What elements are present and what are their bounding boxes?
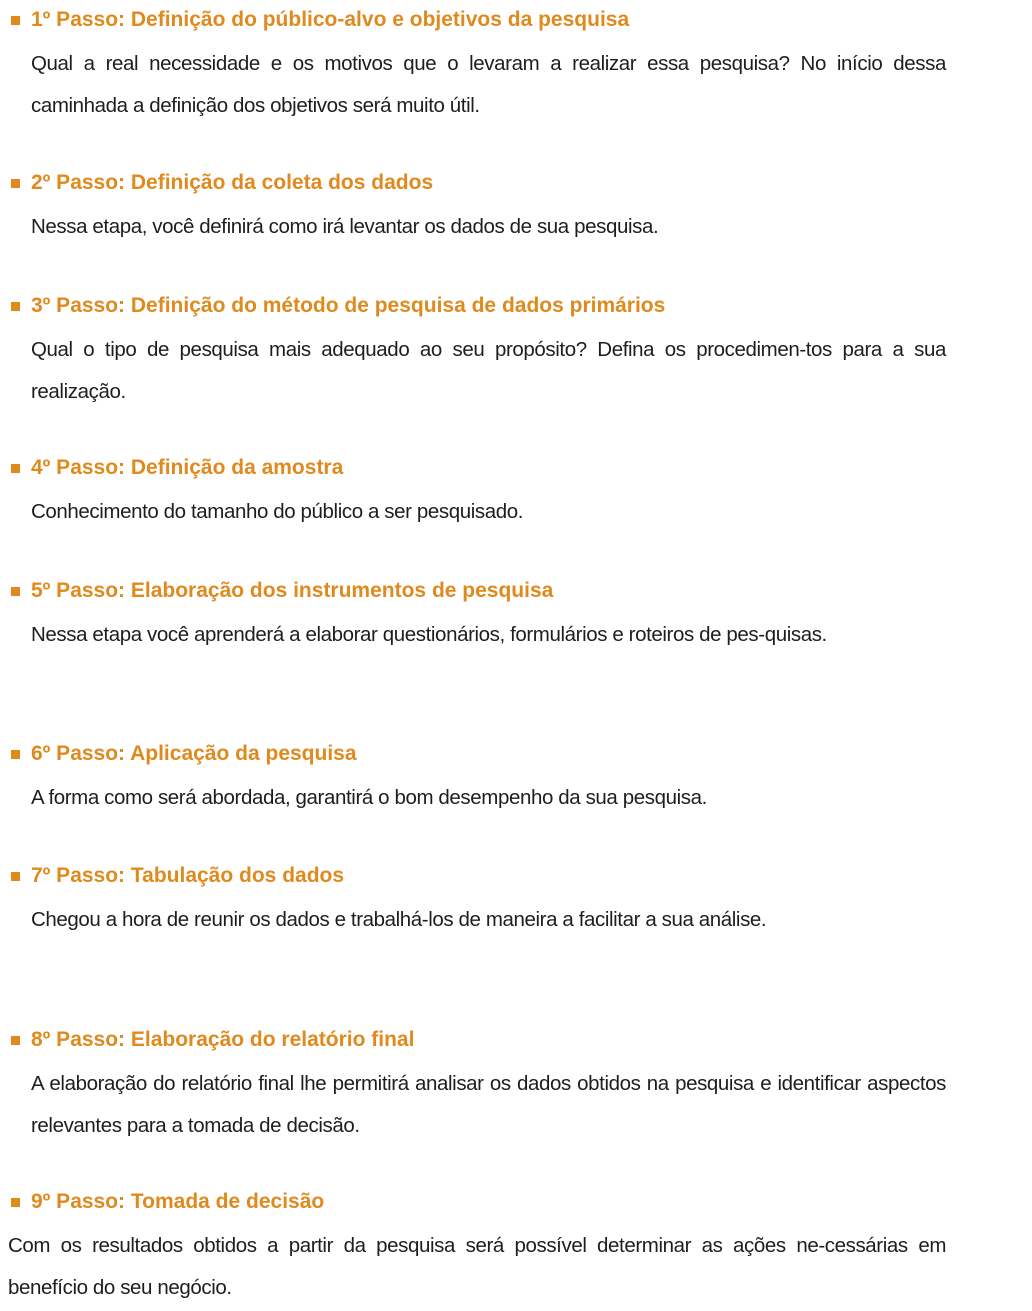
- square-bullet-icon: [11, 872, 20, 881]
- step-2-title: 2º Passo: Definição da coleta dos dados: [31, 171, 434, 194]
- step-2-heading: [0, 169, 1000, 197]
- step-1-body: Qual a real necessidade e os motivos que o levaram a realizar essa pesquisa? No início dessa caminhada a definição dos objetivos será muito útil.: [31, 52, 946, 117]
- step-2-body: Nessa etapa, você definirá como irá levantar os dados de sua pesquisa.: [31, 215, 659, 238]
- step-4-body: Conhecimento do tamanho do público a ser pesquisado.: [31, 500, 524, 523]
- step-5: [0, 577, 1000, 656]
- square-bullet-icon: [11, 1198, 20, 1207]
- step-5-body: Nessa etapa você aprenderá a elaborar questionários, formulários e roteiros de pes-quisas.: [31, 623, 827, 646]
- step-6-heading: [0, 740, 1000, 768]
- step-8-title: 8º Passo: Elaboração do relatório final: [31, 1028, 415, 1051]
- step-7-title: 7º Passo: Tabulação dos dados: [31, 864, 345, 887]
- step-7: [0, 862, 1000, 941]
- step-8-heading: [0, 1026, 1000, 1054]
- step-6-title: 6º Passo: Aplicação da pesquisa: [31, 742, 357, 765]
- step-4-title: 4º Passo: Definição da amostra: [31, 456, 344, 479]
- step-3-title: 3º Passo: Definição do método de pesquisa de dados primários: [31, 294, 666, 317]
- step-9-title: 9º Passo: Tomada de decisão: [31, 1190, 325, 1213]
- step-6-body: A forma como será abordada, garantirá o bom desempenho da sua pesquisa.: [31, 786, 707, 809]
- square-bullet-icon: [11, 16, 20, 25]
- step-8: [0, 1026, 1000, 1147]
- step-1-title: 1º Passo: Definição do público-alvo e objetivos da pesquisa: [31, 8, 630, 31]
- square-bullet-icon: [11, 464, 20, 473]
- step-8-body: A elaboração do relatório final lhe permitirá analisar os dados obtidos na pesquisa e identificar aspectos relevantes para a tomada de decisão.: [31, 1072, 946, 1137]
- step-6: [0, 740, 1000, 819]
- square-bullet-icon: [11, 750, 20, 759]
- square-bullet-icon: [11, 179, 20, 188]
- step-1: [0, 6, 1000, 127]
- step-4-heading: [0, 454, 1000, 482]
- step-3: [0, 292, 1000, 413]
- step-1-heading: [0, 6, 1000, 34]
- square-bullet-icon: [11, 302, 20, 311]
- step-5-heading: [0, 577, 1000, 605]
- square-bullet-icon: [11, 587, 20, 596]
- step-9: [0, 1188, 1000, 1309]
- step-9-body: Com os resultados obtidos a partir da pesquisa será possível determinar as ações ne-cessárias em benefício do seu negócio.: [8, 1234, 946, 1299]
- step-4: [0, 454, 1000, 533]
- step-5-title: 5º Passo: Elaboração dos instrumentos de pesquisa: [31, 579, 554, 602]
- step-3-body: Qual o tipo de pesquisa mais adequado ao seu propósito? Defina os procedimen-tos para a sua realização.: [31, 338, 946, 403]
- square-bullet-icon: [11, 1036, 20, 1045]
- step-3-heading: [0, 292, 1000, 320]
- step-7-heading: [0, 862, 1000, 890]
- step-7-body: Chegou a hora de reunir os dados e trabalhá-los de maneira a facilitar a sua análise.: [31, 908, 767, 931]
- step-2: [0, 169, 1000, 248]
- step-9-heading: [0, 1188, 1000, 1216]
